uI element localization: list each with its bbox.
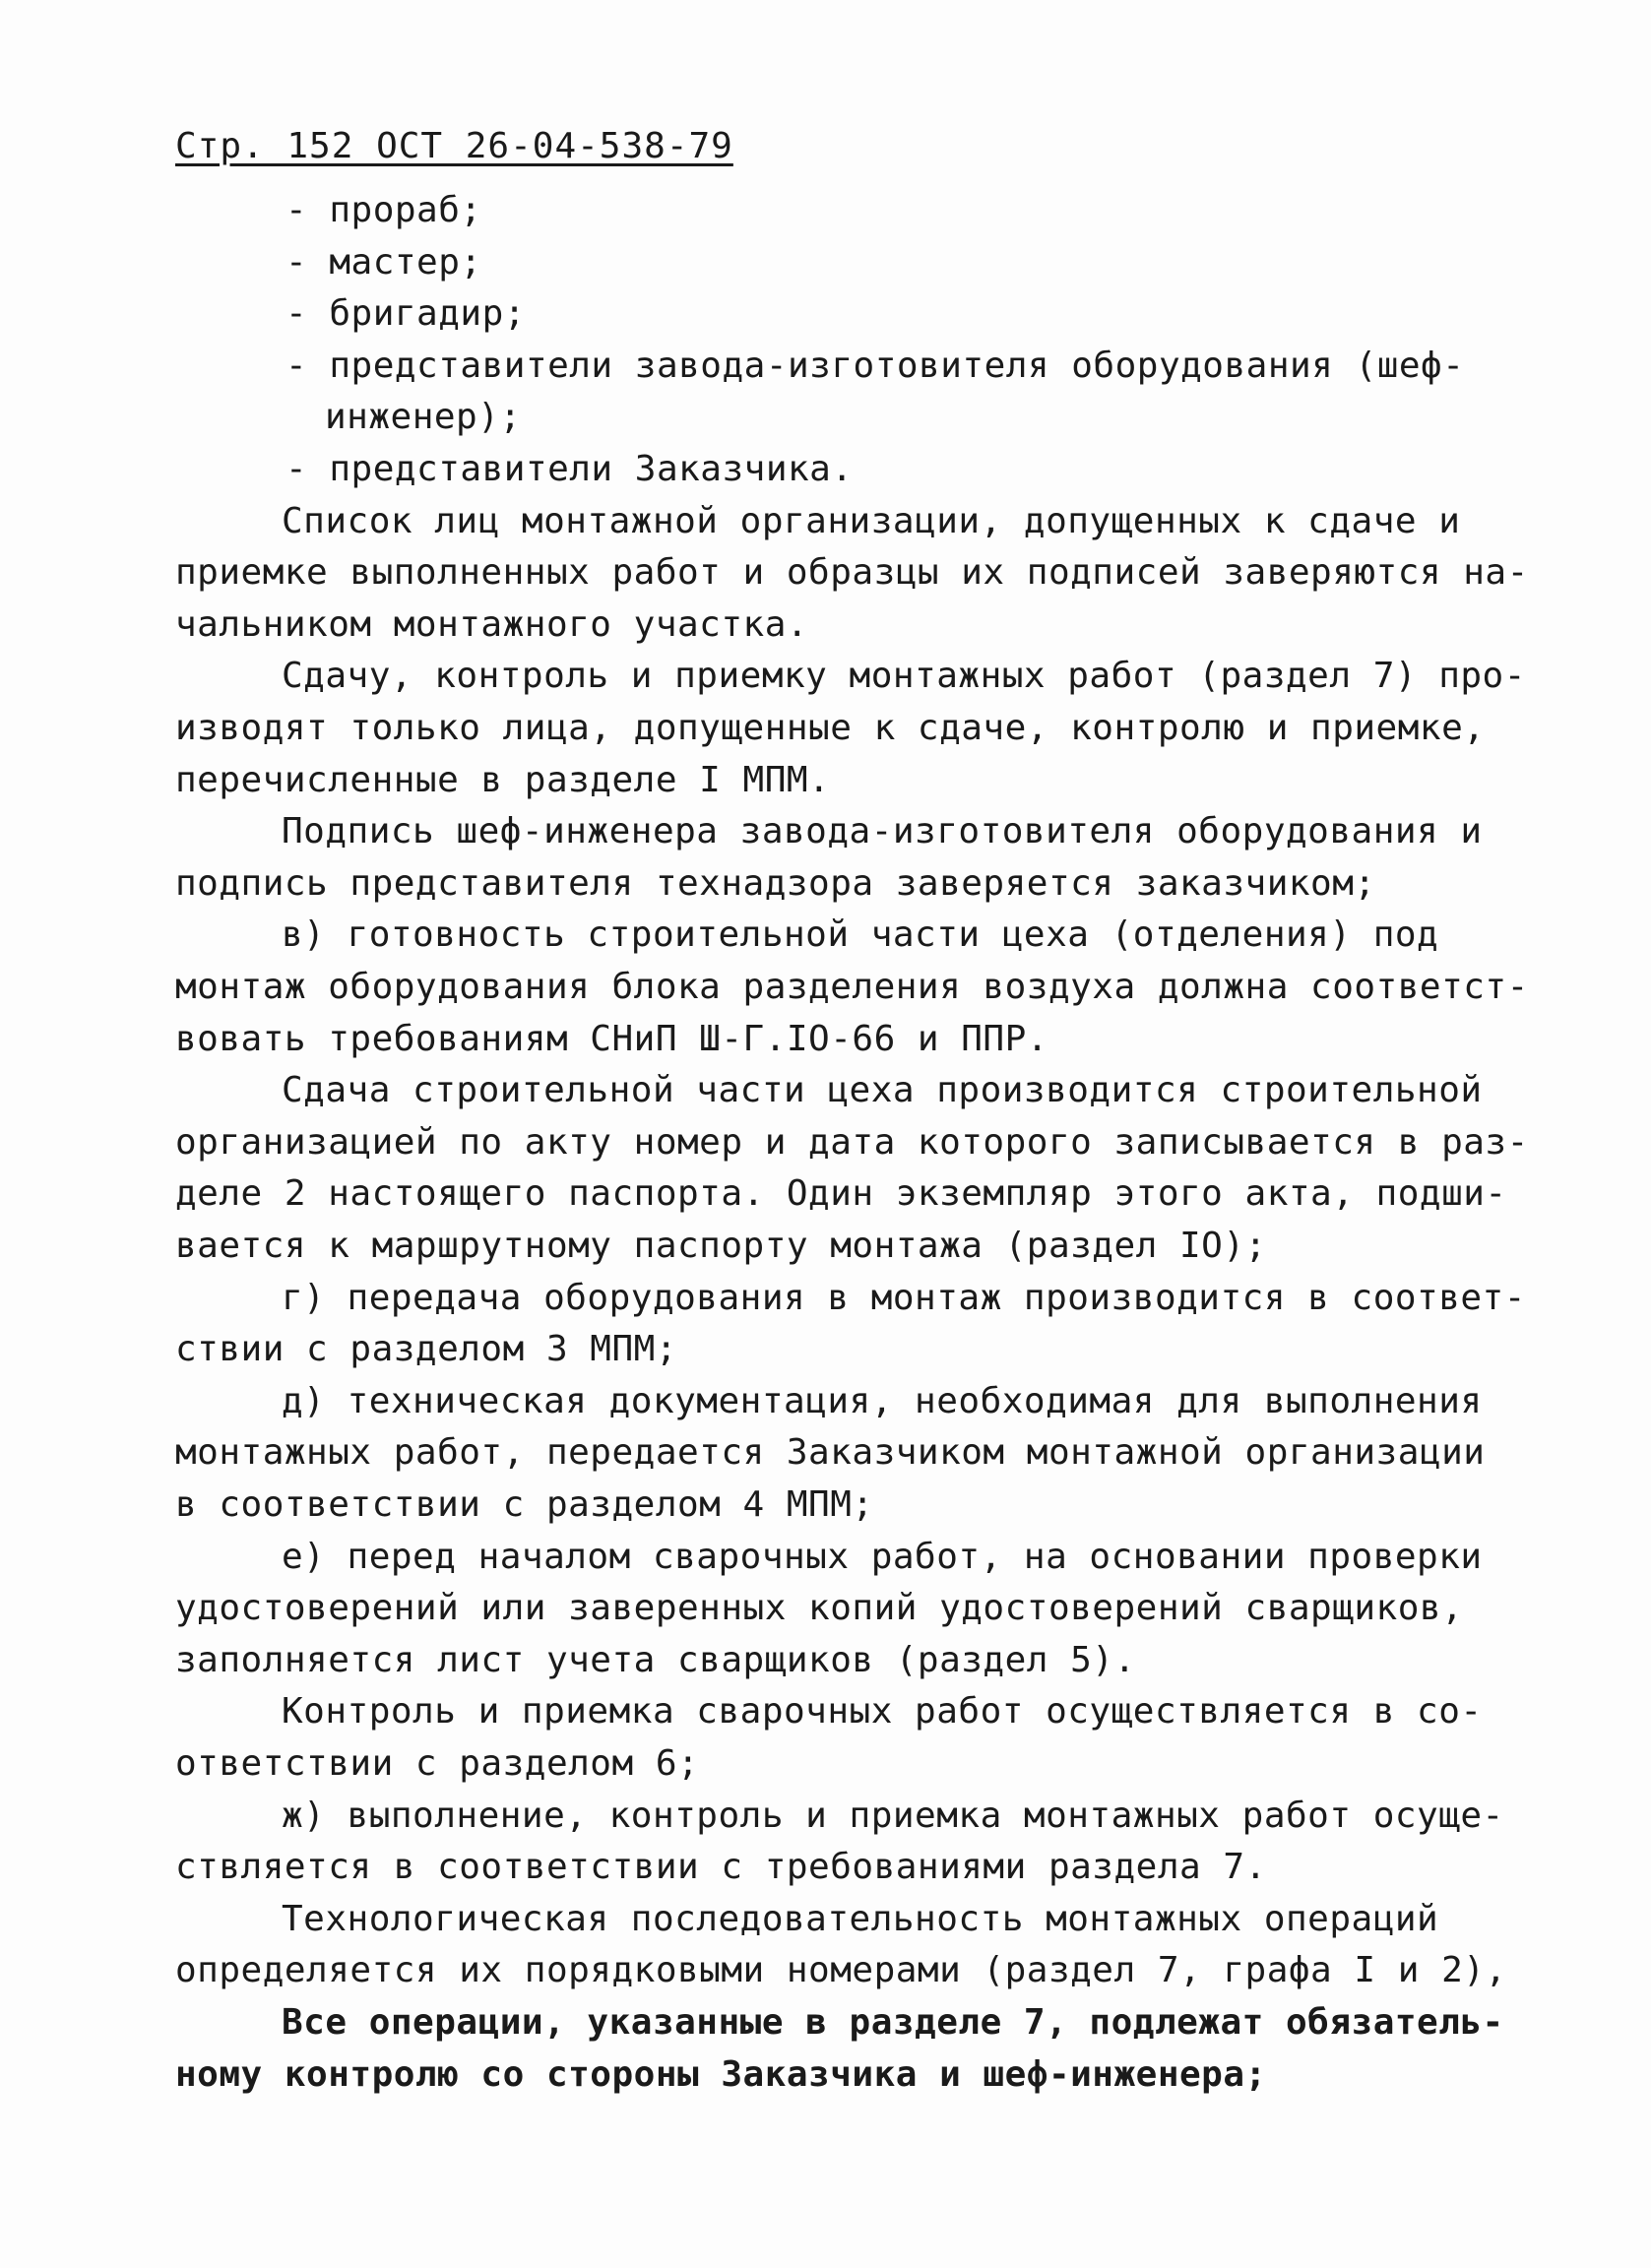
text-line: монтаж оборудования блока разделения воздуха должна соответст- (175, 967, 1529, 1007)
page-header: Стр. 152 ОСТ 26-04-538-79 (175, 126, 733, 166)
text-line: - мастер; (286, 242, 482, 283)
text-line: заполняется лист учета сварщиков (раздел 5). (175, 1640, 1136, 1680)
text-line: вается к маршрутному паспорту монтажа (раздел IO); (175, 1226, 1267, 1266)
text-line: удостоверений или заверенных копий удостоверений сварщиков, (175, 1588, 1464, 1628)
text-line: чальником монтажного участка. (175, 604, 809, 645)
text-line: - представители Заказчика. (286, 449, 854, 489)
text-line: Список лиц монтажной организации, допущенных к сдаче и (282, 501, 1461, 541)
text-line: Сдача строительной части цеха производится строительной (282, 1070, 1483, 1110)
text-line: организацией по акту номер и дата которого записывается в раз- (175, 1122, 1529, 1163)
text-line: Сдачу, контроль и приемку монтажных работ (раздел 7) про- (282, 656, 1526, 696)
text-line: Технологическая последовательность монтажных операций (282, 1899, 1439, 1939)
text-line: ответствии с разделом 6; (175, 1743, 700, 1784)
text-line: ж) выполнение, контроль и приемка монтажных работ осуще- (282, 1796, 1504, 1836)
text-line: ствляется в соответствии с требованиями раздела 7. (175, 1847, 1267, 1887)
text-line: Все операции, указанные в разделе 7, подлежат обязатель- (282, 2002, 1504, 2043)
text-line: определяется их порядковыми номерами (раздел 7, графа I и 2), (175, 1950, 1507, 1990)
text-line: е) перед началом сварочных работ, на основании проверки (282, 1537, 1483, 1577)
text-line: инженер); (325, 397, 522, 437)
text-line: монтажных работ, передается Заказчиком монтажной организации (175, 1432, 1486, 1473)
text-line: в соответствии с разделом 4 МПМ; (175, 1484, 874, 1525)
text-line: в) готовность строительной части цеха (отделения) под (282, 914, 1439, 955)
text-line: Подпись шеф-инженера завода-изготовителя оборудования и (282, 811, 1483, 851)
text-line: ствии с разделом 3 МПМ; (175, 1329, 677, 1369)
text-line: приемке выполненных работ и образцы их подписей заверяются на- (175, 552, 1529, 593)
text-line: - прораб; (286, 190, 482, 230)
text-line: изводят только лица, допущенные к сдаче, контролю и приемке, (175, 708, 1486, 748)
text-line: Контроль и приемка сварочных работ осуществляется в со- (282, 1691, 1483, 1732)
text-line: - представители завода-изготовителя оборудования (шеф- (286, 346, 1465, 386)
text-line: перечисленные в разделе I МПМ. (175, 760, 831, 800)
text-line: подпись представителя технадзора заверяется заказчиком; (175, 863, 1376, 904)
text-line: ному контролю со стороны Заказчика и шеф-инженера; (175, 2054, 1267, 2095)
text-line: д) техническая документация, необходимая для выполнения (282, 1381, 1483, 1421)
text-line: - бригадир; (286, 293, 526, 334)
text-line: вовать требованиям СНиП Ш-Г.IO-66 и ППР. (175, 1019, 1048, 1059)
text-line: г) передача оборудования в монтаж производится в соответ- (282, 1278, 1526, 1318)
text-line: деле 2 настоящего паспорта. Один экземпляр этого акта, подши- (175, 1173, 1507, 1214)
